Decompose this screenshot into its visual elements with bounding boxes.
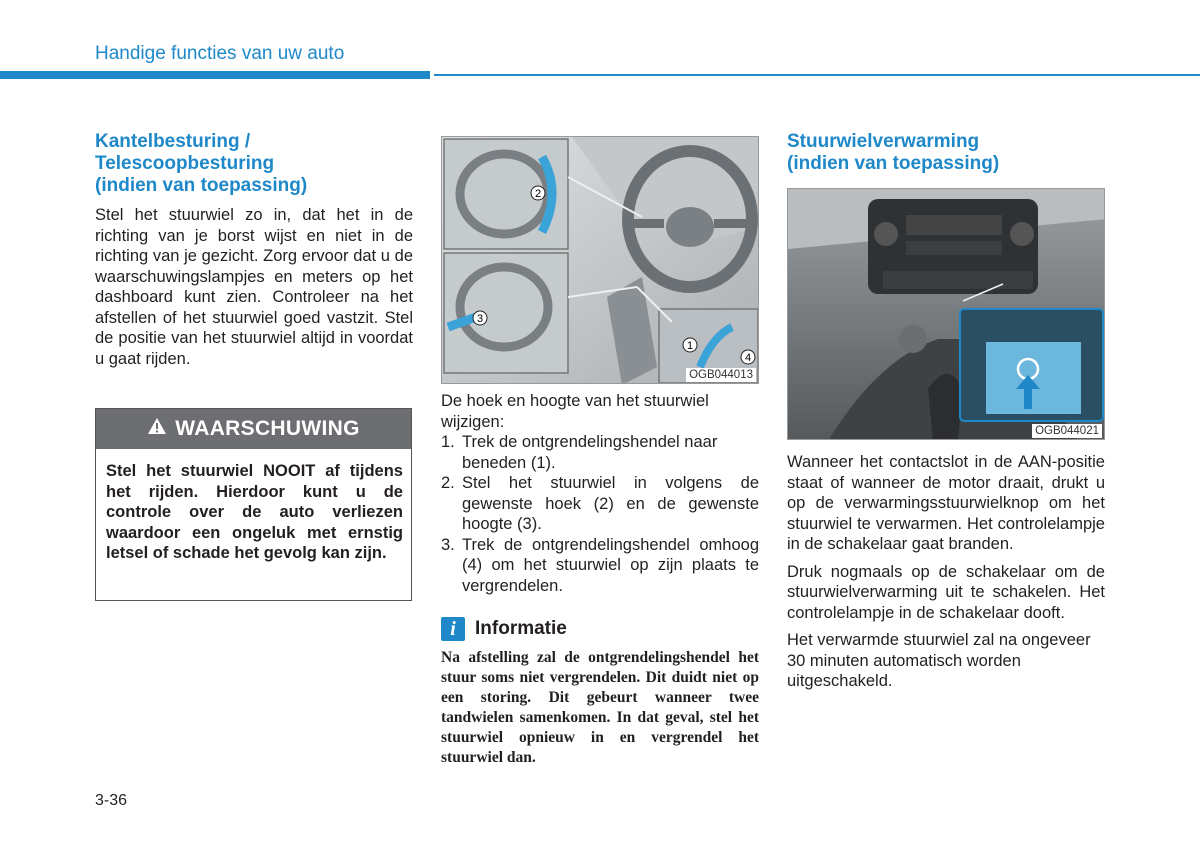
- steering-adjust-illustration: [442, 137, 759, 384]
- figure-code: OGB044013: [686, 368, 756, 382]
- info-icon: i: [441, 617, 465, 641]
- paragraph: Wanneer het contactslot in de AAN-positie staat of wanneer de motor draait, drukt u op de verwarmingsstuurwielknop om het stuurwiel te verwarmen. Het controlelampje in de schakelaar gaat branden.: [787, 453, 1105, 553]
- warning-header: [96, 409, 411, 449]
- paragraph: Druk nogmaals op de schakelaar om de stuurwielverwarming uit te schakelen. Het controlelampje in de schakelaar dooft.: [787, 562, 1105, 622]
- callout-3: [472, 310, 488, 331]
- info-header: [441, 617, 567, 641]
- heated-wheel-heading: [787, 131, 1105, 175]
- section-title: Handige functies van uw auto: [95, 43, 345, 64]
- warning-title: WAARSCHUWING: [175, 417, 360, 440]
- steering-adjust-figure: [441, 136, 759, 384]
- warning-box: [95, 408, 412, 601]
- heated-wheel-illustration: [788, 189, 1105, 440]
- figure-code: OGB044021: [1032, 424, 1102, 438]
- callout-2: [530, 185, 546, 206]
- callout-number: 2: [534, 188, 542, 200]
- callout-1: [682, 337, 698, 358]
- info-title: Informatie: [475, 618, 567, 639]
- heated-wheel-text: [787, 452, 1105, 692]
- warning-text: Stel het stuurwiel NOOIT af tijdens het rijden. Hierdoor kunt u de controle over de auto verliezen waardoor een ongeluk met ernstig letsel of schade het gevolg kan zijn.: [106, 462, 403, 562]
- adjust-intro: De hoek en hoogte van het stuurwiel wijzigen:: [441, 392, 709, 431]
- list-item: 1. Trek de ontgrendelingshendel naar beneden (1).: [441, 433, 718, 472]
- heading-line: Kantelbesturing /: [95, 131, 251, 152]
- callout-number: 4: [744, 352, 752, 364]
- heading-line: Telescoopbesturing: [95, 153, 275, 174]
- adjust-steps: [441, 432, 759, 596]
- callout-number: 3: [476, 313, 484, 325]
- list-item: 3. Trek de ontgrendelingshendel omhoog (4) om het stuurwiel op zijn plaats te vergrendelen.: [441, 535, 759, 595]
- heading-line: Stuurwielverwarming: [787, 131, 980, 152]
- callout-number: 1: [686, 340, 694, 352]
- tilt-telescope-body: Stel het stuurwiel zo in, dat het in de richting van je borst wijst en niet in de richting van je gezicht. Zorg ervoor dat u de waarschuwingslampjes en meters op het dashboard kunt zien. Controleer na het afstellen of het stuurwiel goed vastzit. Stel de positie van het stuurwiel altijd in voordat u gaat rijden.: [95, 206, 413, 368]
- heading-line: (indien van toepassing): [95, 175, 308, 196]
- warning-triangle-icon: [147, 417, 167, 441]
- paragraph: Het verwarmde stuurwiel zal na ongeveer 30 minuten automatisch worden uitgeschakeld.: [787, 631, 1091, 690]
- header-rule-thick: [0, 71, 430, 79]
- info-text: Na afstelling zal de ontgrendelingshendel het stuur soms niet vergrendelen. Dit duidt niet op een storing. Dit gebeurt wanneer twee tandwielen samenkomen. In dat geval, stel het stuurwiel opnieuw in en vergrendel het stuurwiel dan.: [441, 649, 759, 766]
- tilt-telescope-heading: [95, 131, 413, 197]
- heading-line: (indien van toepassing): [787, 153, 1000, 174]
- page-number: 3-36: [95, 792, 128, 809]
- heated-wheel-figure: [787, 188, 1105, 440]
- list-item: 2. Stel het stuurwiel in volgens de gewenste hoek (2) en de gewenste hoogte (3).: [441, 474, 759, 533]
- callout-4: [740, 349, 756, 370]
- header-rule-thin: [434, 74, 1200, 76]
